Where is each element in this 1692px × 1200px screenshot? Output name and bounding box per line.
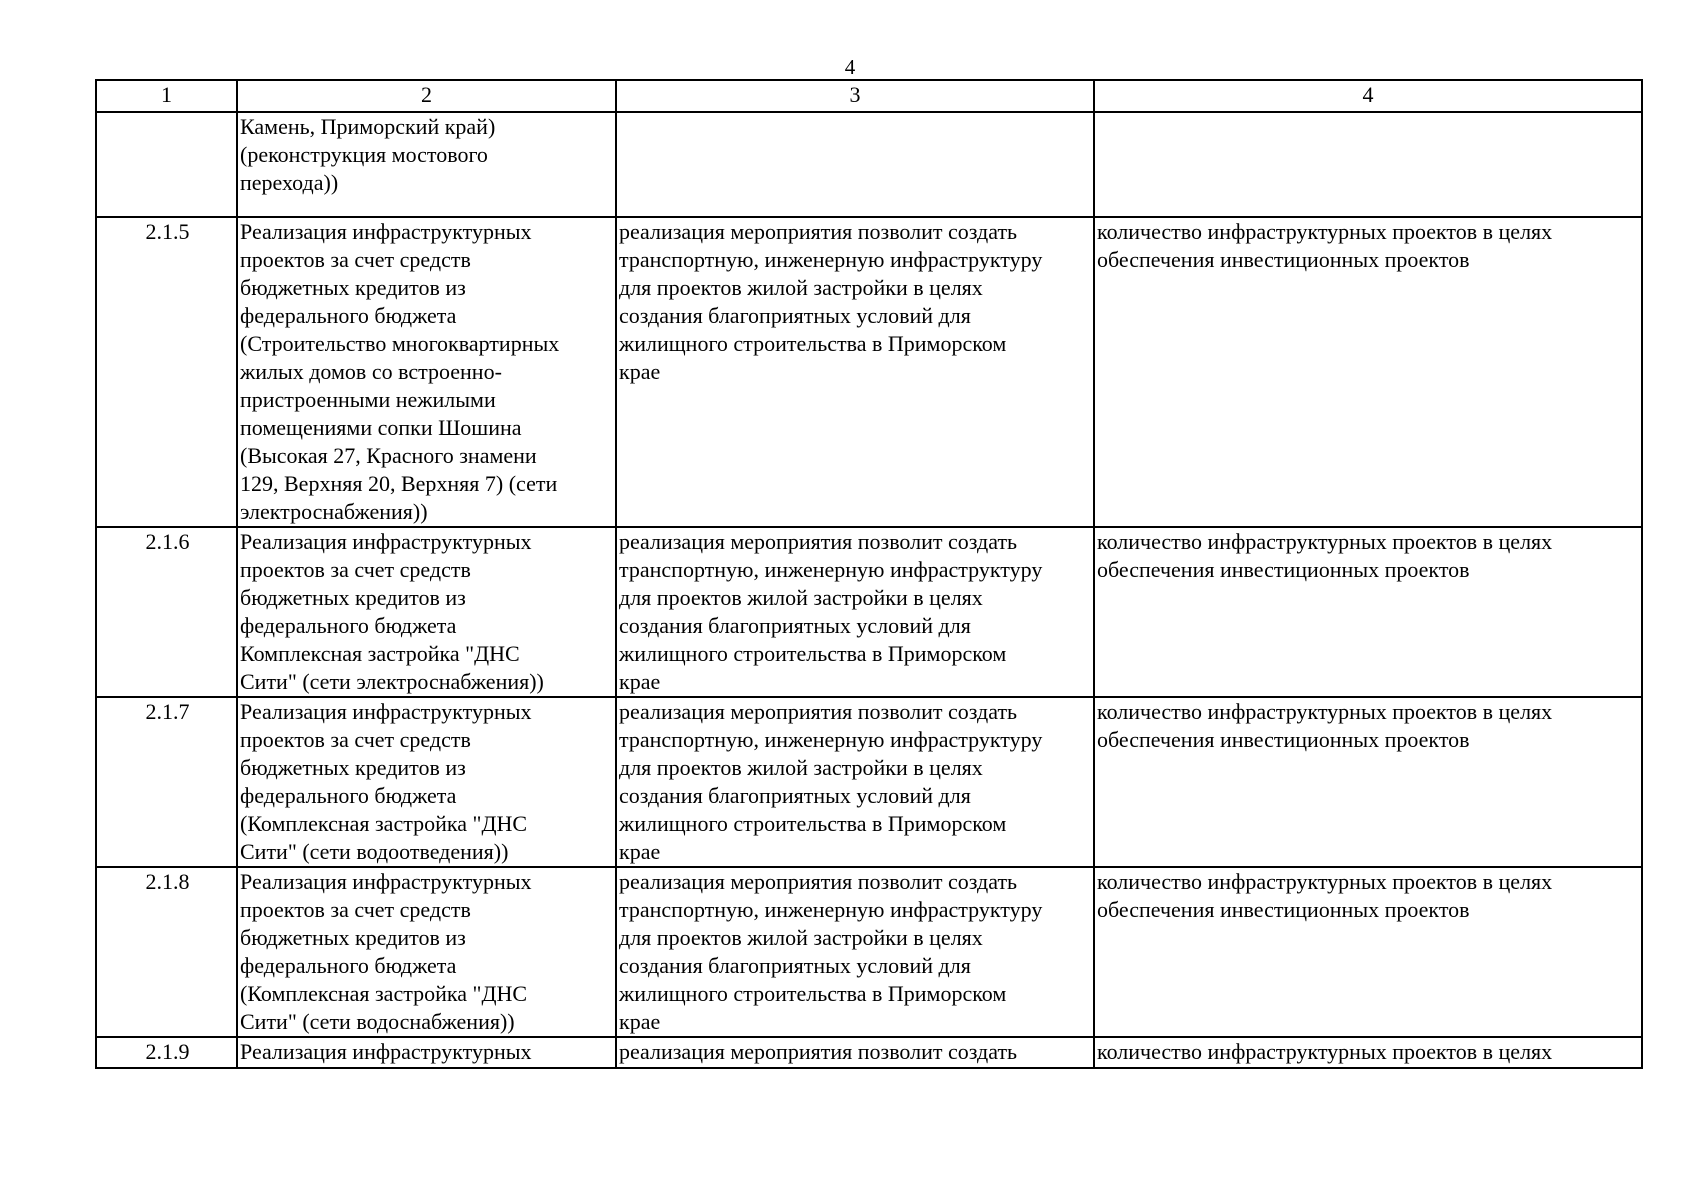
table-row: [96, 527, 1642, 697]
measure-name: [237, 697, 616, 867]
indicator: [1094, 217, 1642, 527]
row-number-text: 2.1.5: [145, 219, 190, 244]
indicator-text: количество инфраструктурных проектов в целях обеспечения инвестиционных проектов: [1097, 699, 1553, 752]
column-header-1: 1: [96, 80, 237, 112]
row-number: [96, 112, 237, 217]
measure-name: [237, 527, 616, 697]
column-header-2: 2: [237, 80, 616, 112]
column-header-3: 3: [616, 80, 1094, 112]
expected-effect: [616, 867, 1094, 1037]
indicator-text: количество инфраструктурных проектов в целях: [1097, 1039, 1553, 1064]
indicator-text: количество инфраструктурных проектов в целях обеспечения инвестиционных проектов: [1097, 529, 1553, 582]
expected-effect: [616, 112, 1094, 217]
expected-effect: [616, 527, 1094, 697]
indicator: [1094, 867, 1642, 1037]
measure-name-text: Камень, Приморский край) (реконструкция мостового перехода)): [240, 114, 496, 195]
row-number: [96, 1037, 237, 1068]
indicator-text: количество инфраструктурных проектов в целях обеспечения инвестиционных проектов: [1097, 869, 1553, 922]
table-row: [96, 1037, 1642, 1068]
expected-effect-text: реализация мероприятия позволит создать: [619, 1039, 1018, 1064]
expected-effect-text: реализация мероприятия позволит создать транспортную, инженерную инфраструктуру для проектов жилой застройки в целях создания благоприятных условий для жилищного строительства в Приморском крае: [619, 869, 1043, 1034]
measures-table: [95, 79, 1643, 1069]
row-number: [96, 697, 237, 867]
measure-name: [237, 112, 616, 217]
expected-effect: [616, 697, 1094, 867]
row-number-text: 2.1.9: [145, 1039, 190, 1064]
column-header-4: 4: [1094, 80, 1642, 112]
indicator-text: количество инфраструктурных проектов в целях обеспечения инвестиционных проектов: [1097, 219, 1553, 272]
measure-name: [237, 217, 616, 527]
row-number: [96, 867, 237, 1037]
page-number: 4: [844, 55, 856, 79]
row-number-text: 2.1.8: [145, 869, 190, 894]
row-number-text: 2.1.7: [145, 699, 190, 724]
indicator: [1094, 1037, 1642, 1068]
table-row: [96, 112, 1642, 217]
measure-name: [237, 1037, 616, 1068]
table-row: [96, 867, 1642, 1037]
table-header-row: [96, 80, 1642, 112]
measure-name: [237, 867, 616, 1037]
expected-effect-text: реализация мероприятия позволит создать транспортную, инженерную инфраструктуру для проектов жилой застройки в целях создания благоприятных условий для жилищного строительства в Приморском крае: [619, 529, 1043, 694]
measure-name-text: Реализация инфраструктурных проектов за счет средств бюджетных кредитов из федерального бюджета (Комплексная застройка "ДНС Сити" (сети водоснабжения)): [240, 869, 532, 1034]
row-number: [96, 217, 237, 527]
expected-effect: [616, 217, 1094, 527]
measure-name-text: Реализация инфраструктурных: [240, 1039, 532, 1064]
expected-effect-text: реализация мероприятия позволит создать транспортную, инженерную инфраструктуру для проектов жилой застройки в целях создания благоприятных условий для жилищного строительства в Приморском крае: [619, 699, 1043, 864]
measure-name-text: Реализация инфраструктурных проектов за счет средств бюджетных кредитов из федерального бюджета (Комплексная застройка "ДНС Сити" (сети водоотведения)): [240, 699, 532, 864]
table-row: [96, 217, 1642, 527]
row-number-text: 2.1.6: [145, 529, 190, 554]
row-number: [96, 527, 237, 697]
expected-effect-text: реализация мероприятия позволит создать транспортную, инженерную инфраструктуру для проектов жилой застройки в целях создания благоприятных условий для жилищного строительства в Приморском крае: [619, 219, 1043, 384]
indicator: [1094, 112, 1642, 217]
indicator: [1094, 697, 1642, 867]
table-row: [96, 697, 1642, 867]
expected-effect: [616, 1037, 1094, 1068]
measure-name-text: Реализация инфраструктурных проектов за счет средств бюджетных кредитов из федерального бюджета Комплексная застройка "ДНС Сити" (сети электроснабжения)): [240, 529, 544, 694]
indicator: [1094, 527, 1642, 697]
measure-name-text: Реализация инфраструктурных проектов за счет средств бюджетных кредитов из федерального бюджета (Строительство многоквартирных жилых домов со встроенно- пристроенными нежилыми помещениями сопки Шошина (Высокая 27, Красного знамени 129, Верхняя 20, Верхняя 7) (сети электроснабжения)): [240, 219, 560, 524]
